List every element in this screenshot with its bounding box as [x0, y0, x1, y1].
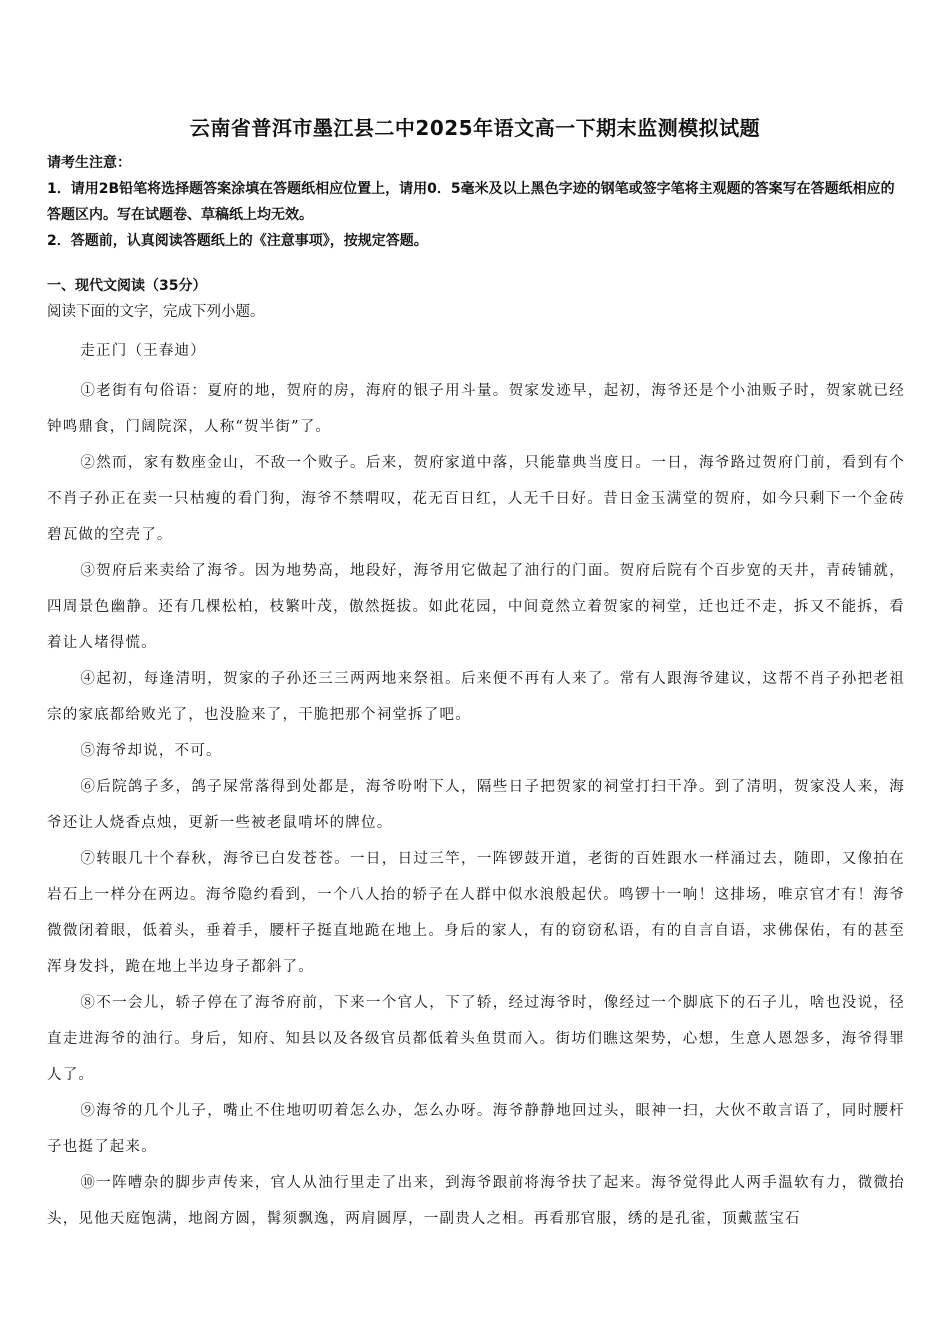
section-heading: 一、现代文阅读（35分）	[47, 278, 207, 294]
passage-paragraph-5: ⑤海爷却说，不可。	[80, 743, 222, 759]
passage-paragraph-3: ③贺府后来卖给了海爷。因为地势高，地段好，海爷用它做起了油行的门面。贺府后院有个百步宽的天井，青砖铺就，四周景色幽静。还有几棵松柏，枝繁叶茂，傲然挺拔。如此花园，中间竟然立着贺家的祠堂，迁也迁不走，拆又不能拆，看着让人堵得慌。	[47, 563, 905, 651]
notice-item-1: 1．请用2B铅笔将选择题答案涂填在答题纸相应位置上，请用0．5毫米及以上黑色字迹的钢笔或签字笔将主观题的答案写在答题纸相应的答题区内。写在试题卷、草稿纸上均无效。	[47, 181, 895, 223]
passage-title: 走正门（王春迪）	[80, 343, 206, 359]
notice-item-2: 2．答题前，认真阅读答题纸上的《注意事项》，按规定答题。	[47, 233, 428, 249]
passage-paragraph-7: ⑦转眼几十个春秋，海爷已白发苍苍。一日，日过三竿，一阵锣鼓开道，老街的百姓跟水一样涌过去，随即，又像拍在岩石上一样分在两边。海爷隐约看到，一个八人抬的轿子在人群中似水浪般起伏。鸣锣十一响！这排场，唯京官才有！海爷微微闭着眼，低着头，垂着手，腰杆子挺直地跪在地上。身后的家人，有的窃窃私语，有的自言自语，求佛保佑，有的甚至浑身发抖，跪在地上半边身子都斜了。	[47, 851, 905, 975]
passage-paragraph-2: ②然而，家有数座金山，不敌一个败子。后来，贺府家道中落，只能靠典当度日。一日，海爷路过贺府门前，看到有个不肖子孙正在卖一只枯瘦的看门狗，海爷不禁喟叹，花无百日红，人无千日好。昔日金玉满堂的贺府，如今只剩下一个金砖碧瓦做的空壳了。	[47, 455, 905, 543]
passage-paragraph-8: ⑧不一会儿，轿子停在了海爷府前，下来一个官人，下了轿，经过海爷时，像经过一个脚底下的石子儿，啥也没说，径直走进海爷的油行。身后，知府、知县以及各级官员都低着头鱼贯而入。街坊们瞧这架势，心想，生意人恩怨多，海爷得罪人了。	[47, 995, 905, 1083]
section-instruction: 阅读下面的文字，完成下列小题。	[47, 304, 265, 320]
notice-block	[47, 150, 905, 254]
reading-passage	[47, 333, 905, 1237]
section-header	[47, 273, 905, 325]
exam-title: 云南省普洱市墨江县二中2025年语文高一下期末监测模拟试题	[189, 116, 761, 140]
passage-paragraph-6: ⑥后院鸽子多，鸽子屎常落得到处都是，海爷吩咐下人，隔些日子把贺家的祠堂打扫干净。到了清明，贺家没人来，海爷还让人烧香点烛，更新一些被老鼠啃坏的牌位。	[47, 779, 905, 831]
passage-paragraph-9: ⑨海爷的几个儿子，嘴止不住地叨叨着怎么办，怎么办呀。海爷静静地回过头，眼神一扫，大伙不敢言语了，同时腰杆子也挺了起来。	[47, 1103, 905, 1155]
passage-paragraph-4: ④起初，每逢清明，贺家的子孙还三三两两地来祭祖。后来便不再有人来了。常有人跟海爷建议，这帮不肖子孙把老祖宗的家底都给败光了，也没脸来了，干脆把那个祠堂拆了吧。	[47, 671, 905, 723]
passage-paragraph-1: ①老街有句俗语：夏府的地，贺府的房，海府的银子用斗量。贺家发迹早，起初，海爷还是个小油贩子时，贺家就已经钟鸣鼎食，门阔院深，人称“贺半街”了。	[47, 383, 905, 435]
notice-heading: 请考生注意：	[47, 155, 131, 171]
passage-paragraph-10: ⑩一阵嘈杂的脚步声传来，官人从油行里走了出来，到海爷跟前将海爷扶了起来。海爷觉得此人两手温软有力，微微抬头，见他天庭饱满，地阁方圆，髯须飘逸，两肩圆厚，一副贵人之相。再看那官服，绣的是孔雀，顶戴蓝宝石	[47, 1175, 905, 1227]
